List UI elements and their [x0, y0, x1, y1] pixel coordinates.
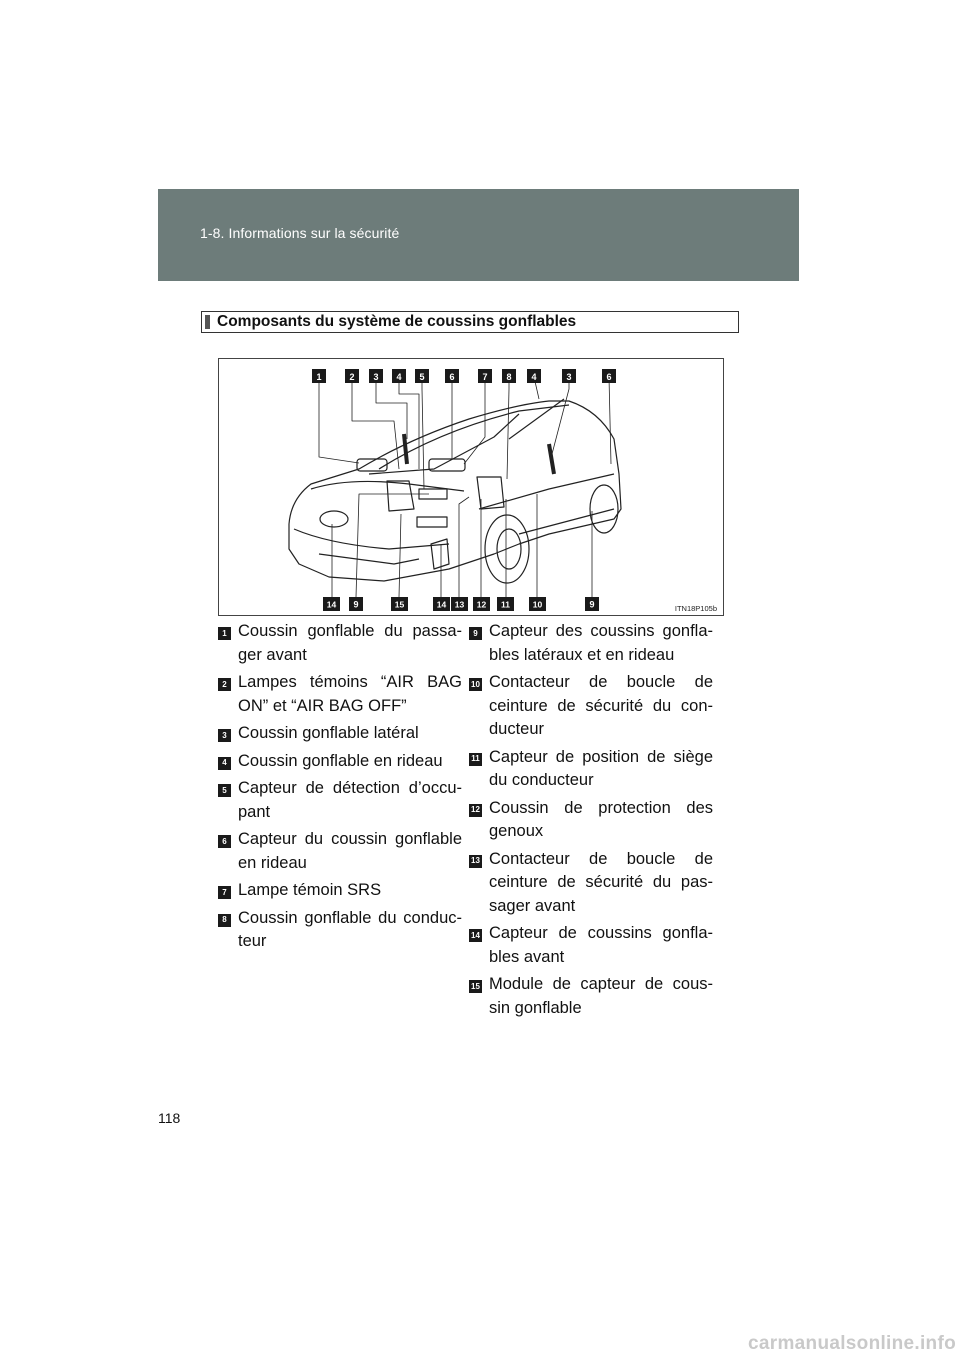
svg-text:9: 9	[353, 599, 359, 610]
number-badge: 11	[469, 753, 482, 766]
legend-text: Coussin gonflable en rideau	[238, 751, 443, 770]
legend-text: Contacteur de boucle de ceinture de sécurité du pas- sager avant	[489, 849, 713, 915]
legend-text: Lampes témoins “AIR BAG ON” et “AIR BAG OFF”	[238, 673, 462, 715]
windshield-line	[369, 414, 519, 474]
svg-text:14: 14	[326, 599, 337, 610]
section-heading	[201, 311, 739, 333]
number-badge: 8	[218, 914, 231, 927]
section-label: 1-8. Informations sur la sécurité	[200, 225, 400, 241]
number-badge: 1	[218, 627, 231, 640]
svg-text:12: 12	[476, 599, 487, 610]
legend-item	[469, 922, 713, 969]
legend-item	[469, 797, 713, 844]
heading-marker	[205, 315, 210, 329]
svg-text:7: 7	[482, 372, 488, 382]
callouts-top	[312, 369, 616, 383]
number-badge: 12	[469, 804, 482, 817]
legend-text: Coussin gonflable latéral	[238, 724, 419, 742]
legend-text: Capteur de détection d’occu- pant	[238, 779, 462, 821]
airbag-diagram	[218, 358, 724, 616]
legend-text: Capteur du coussin gonflable en rideau	[238, 830, 462, 872]
grille-line	[319, 554, 419, 564]
svg-text:4: 4	[531, 372, 537, 382]
svg-text:3: 3	[566, 372, 572, 382]
car-illustration	[219, 359, 724, 616]
number-badge: 7	[218, 886, 231, 899]
svg-text:4: 4	[396, 372, 402, 382]
legend-text: Lampe témoin SRS	[238, 881, 382, 899]
legend-item	[218, 750, 462, 774]
svg-text:3: 3	[373, 372, 379, 382]
svg-text:14: 14	[436, 599, 447, 610]
watermark: carmanualsonline.info	[748, 1333, 956, 1354]
number-badge: 13	[469, 855, 482, 868]
knee-airbag	[417, 517, 447, 527]
number-badge: 2	[218, 678, 231, 691]
number-badge: 5	[218, 784, 231, 797]
svg-text:15: 15	[394, 599, 405, 610]
number-badge: 3	[218, 729, 231, 742]
legend-text: Coussin gonflable du passa- ger avant	[238, 622, 462, 664]
svg-text:13: 13	[454, 599, 465, 610]
bumper-line	[294, 529, 449, 549]
svg-text:1: 1	[316, 372, 322, 382]
legend-left-column	[218, 620, 462, 958]
legend-right-column	[469, 620, 713, 1024]
svg-text:6: 6	[606, 372, 612, 382]
side-airbag-left	[404, 434, 407, 464]
legend-item	[218, 907, 462, 954]
number-badge: 4	[218, 757, 231, 770]
svg-text:5: 5	[419, 372, 425, 382]
legend-text: Capteur de position de siège du conducteur	[489, 747, 713, 789]
svg-text:6: 6	[449, 372, 455, 382]
svg-text:8: 8	[506, 372, 512, 382]
fog-light	[431, 539, 449, 569]
legend-item	[218, 671, 462, 718]
number-badge: 15	[469, 980, 482, 993]
svg-text:2: 2	[349, 372, 355, 382]
header-band	[158, 189, 799, 281]
legend-item	[469, 671, 713, 742]
heading-text: Composants du système de coussins gonflables	[217, 313, 577, 330]
number-badge: 9	[469, 627, 482, 640]
legend-item	[218, 879, 462, 903]
svg-text:11: 11	[501, 599, 510, 610]
legend-item	[469, 973, 713, 1020]
curtain-airbag	[509, 399, 564, 439]
headlight	[320, 511, 348, 527]
legend-text: Coussin de protection des genoux	[489, 798, 713, 840]
page-number: 118	[158, 1110, 181, 1126]
svg-text:10: 10	[532, 599, 543, 610]
legend-item	[469, 746, 713, 793]
legend-item	[218, 620, 462, 667]
legend-item	[469, 848, 713, 919]
legend-text: Capteur de coussins gonfla- bles avant	[489, 924, 713, 966]
seat-left	[387, 481, 414, 511]
number-badge: 6	[218, 835, 231, 848]
legend-item	[469, 620, 713, 667]
legend-text: Capteur des coussins gonfla- bles latéraux et en rideau	[489, 622, 713, 664]
leader-lines-top	[319, 377, 611, 489]
legend-item	[218, 777, 462, 824]
number-badge: 10	[469, 678, 482, 691]
callouts-bottom	[323, 597, 599, 611]
legend-text: Contacteur de boucle de ceinture de sécurité du con- ducteur	[489, 673, 713, 738]
leader-lines-bottom	[332, 494, 592, 597]
legend-item	[218, 722, 462, 746]
front-wheel-hub	[497, 529, 521, 569]
legend-item	[218, 828, 462, 875]
legend-text: Coussin gonflable du conduc- teur	[238, 908, 462, 950]
svg-text:9: 9	[589, 599, 595, 610]
legend-text: Module de capteur de cous- sin gonflable	[489, 975, 713, 1017]
car-body-outline	[289, 401, 621, 581]
image-code: ITN18P105b	[674, 604, 717, 613]
number-badge: 14	[469, 929, 482, 942]
